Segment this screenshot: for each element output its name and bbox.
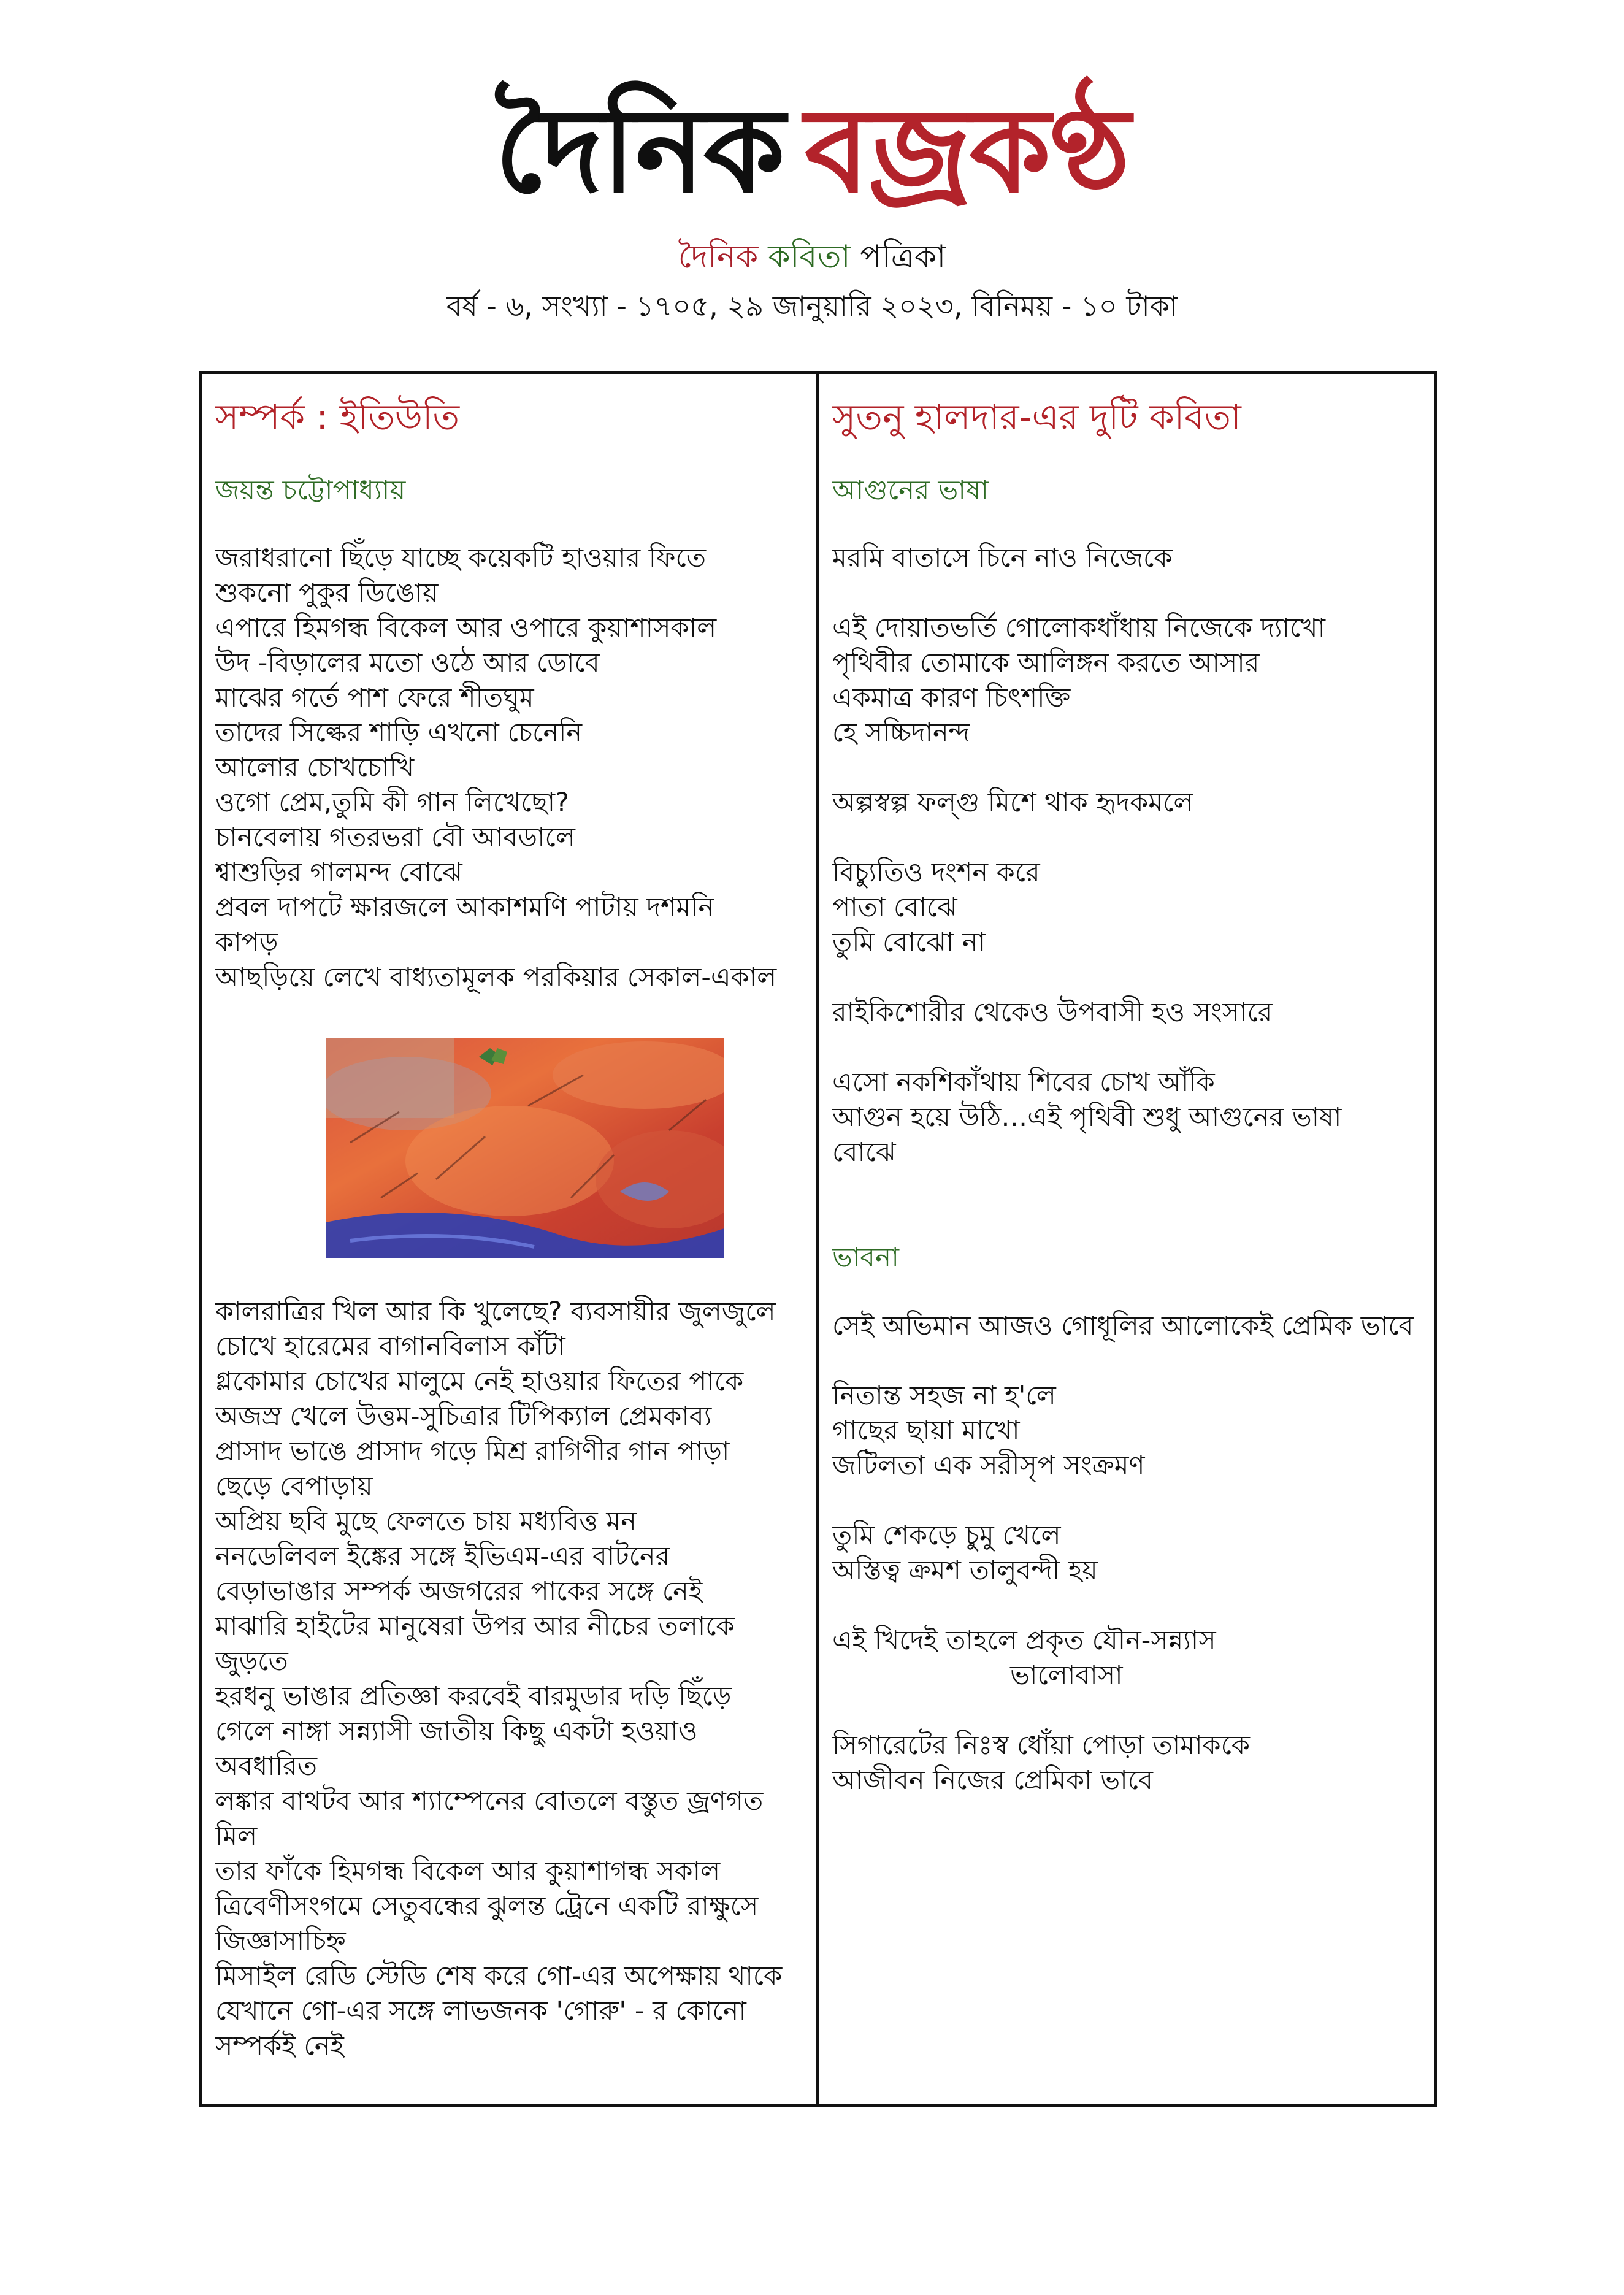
poem-gap [832,1170,1422,1240]
poem-line: অস্তিত্ব ক্রমশ তালুবন্দী হয় [832,1555,1098,1586]
left-author: জয়ন্ত চট্টোপাধ্যায় [215,475,406,507]
stanza-gap [832,1344,1422,1379]
masthead-title-black: দৈনিক [494,82,784,218]
subtitle-word-3: পত্রিকা [860,239,946,275]
poem-line: প্রাসাদ ভাঙে প্রাসাদ গড়ে মিশ্র রাগিণীর গান পাড়া [215,1436,730,1468]
poem-line: গ্লকোমার চোখের মালুমে নেই হাওয়ার ফিতের পাকে [215,1366,744,1398]
stanza-gap [832,1030,1422,1065]
poem-line: বিচ্যুতিও দংশন করে [832,857,1040,889]
stanza-gap [832,1484,1422,1519]
right-column [819,374,1434,2104]
poem-line: মাঝারি হাইটের মানুষেরা উপর আর নীচের তলাকে [215,1611,735,1642]
poem-line: ওগো প্রেম,তুমি কী গান লিখেছো? [215,787,569,819]
poem-line: ননডেলিবল ইঙ্কের সঙ্গে ইভিএম-এর বাটনের [215,1541,670,1573]
poem-line: তুমি শেকড়ে চুমু খেলে [832,1520,1061,1551]
poem-line: তুমি বোঝো না [832,927,986,959]
poem1-body [832,541,1422,1240]
poem-line-indented: ভালোবাসা [1010,1660,1123,1691]
stanza-gap [832,1588,1422,1623]
stanza-gap [832,821,1422,856]
poem-line: পৃথিবীর তোমাকে আলিঙ্গন করতে আসার [832,648,1260,679]
subtitle [0,238,1624,276]
poem1-title: আগুনের ভাষা [832,475,989,507]
poem-line: জরাধরানো ছিঁড়ে যাচ্ছে কয়েকটি হাওয়ার ফিতে [215,543,707,574]
poem-line: জুড়তে [215,1646,288,1677]
poem-line: আজীবন নিজের প্রেমিকা ভাবে [832,1764,1153,1796]
masthead [0,82,1624,218]
poem-line: প্রবল দাপটে ক্ষারজলে আকাশমণি পাটায় দশমনি [215,892,714,924]
poem-line: মরমি বাতাসে চিনে নাও নিজেকে [832,543,1173,574]
poem-line: জটিলতা এক সরীসৃপ সংক্রমণ [832,1450,1145,1481]
poem-line: গেলে নাঙ্গা সন্ন্যাসী জাতীয় কিছু একটা হওয়াও [215,1716,698,1747]
right-section-title: সুতনু হালদার-এর দুটি কবিতা [832,396,1241,438]
poem2-body [832,1309,1422,1798]
poem-line: এপারে হিমগন্ধ বিকেল আর ওপারে কুয়াশাসকাল [215,613,717,644]
poem-line: চানবেলায় গতরভরা বৌ আবডালে [215,822,575,854]
poem-line: এই খিদেই তাহলে প্রকৃত যৌন-সন্ন্যাস [832,1625,1216,1656]
poem-line: উদ -বিড়ালের মতো ওঠে আর ডোবে [215,648,600,679]
stanza-gap [832,576,1422,611]
poem-line: শ্বাশুড়ির গালমন্দ বোঝে [215,857,462,889]
poem-line: বোঝে [832,1137,896,1168]
issue-line: বর্ষ - ৬, সংখ্যা - ১৭০৫, ২৯ জানুয়ারি ২০২৩, বিনিময় - ১০ টাকা [446,289,1178,323]
poem-line: অল্পস্বল্প ফল্গু মিশে থাক হৃদকমলে [832,787,1193,819]
left-section-title: সম্পর্ক : ইতিউতি [215,396,460,438]
poem-line: সিগারেটের নিঃস্ব ধোঁয়া পোড়া তামাককে [832,1730,1250,1761]
poem-line: অপ্রিয় ছবি মুছে ফেলতে চায় মধ্যবিত্ত মন [215,1506,637,1538]
poem-illustration [326,1038,724,1258]
poem-line: পাতা বোঝে [832,892,957,924]
poem2-title: ভাবনা [832,1242,900,1274]
poem-line: ত্রিবেণীসংগমে সেতুবন্ধের ঝুলন্ত ট্রেনে একটি রাক্ষুসে [215,1891,759,1922]
poem-line: আছড়িয়ে লেখে বাধ্যতামূলক পরকিয়ার সেকাল-একাল [215,962,777,994]
masthead-title-red: বজ্রকণ্ঠ [805,82,1130,218]
poem-line: মিসাইল রেডি স্টেডি শেষ করে গো-এর অপেক্ষায় থাকে [215,1961,783,1992]
poem-line: সেই অভিমান আজও গোধূলির আলোকেই প্রেমিক ভাবে [832,1310,1414,1341]
poem-line: হে সচ্চিদানন্দ [832,718,970,749]
poem-line: ছেড়ে বেপাড়ায় [215,1471,373,1503]
poem-line: সম্পর্কই নেই [215,2031,344,2062]
poem-line: রাইকিশোরীর থেকেও উপবাসী হও সংসারে [832,997,1273,1029]
poem-line: হরধনু ভাঙার প্রতিজ্ঞা করবেই বারমুডার দড়ি ছিঁড়ে [215,1681,732,1712]
poem-line: মিল [215,1821,258,1852]
poem-line: গাছের ছায়া মাখো [832,1415,1020,1446]
poem-line: শুকনো পুকুর ডিঙোয় [215,578,439,609]
poem-line: লঙ্কার বাথটব আর শ্যাম্পেনের বোতলে বস্তুত জ্রণগত [215,1786,764,1817]
poem-line: জিজ্ঞাসাচিহ্ন [215,1926,346,1957]
poem-line: কাপড় [215,927,278,959]
poem-line: এই দোয়াতভর্তি গোলোকধাঁধায় নিজেকে দ্যাখো [832,613,1325,644]
subtitle-word-2: কবিতা [768,239,851,275]
left-column [202,374,816,2104]
subtitle-word-1: দৈনিক [678,239,759,275]
poem-line: এসো নকশিকাঁথায় শিবের চোখ আঁকি [832,1067,1215,1098]
poem-line: তাদের সিল্কের শাড়ি এখনো চেনেনি [215,718,583,749]
left-poem-part1 [215,541,804,995]
poem-line: অবধারিত [215,1751,317,1782]
poem-line: আলোর চোখচোখি [215,753,415,784]
poem-line: যেখানে গো-এর সঙ্গে লাভজনক 'গোরু' - র কোনো [215,1996,746,2027]
poem-line: একমাত্র কারণ চিৎশক্তি [832,683,1071,714]
left-poem-part2 [215,1295,804,2064]
poem-line: চোখে হারেমের বাগানবিলাস কাঁটা [215,1331,565,1363]
poem-line: মাঝের গর্তে পাশ ফেরে শীতঘুম [215,683,534,714]
poem-line: তার ফাঁকে হিমগন্ধ বিকেল আর কুয়াশাগন্ধ সকাল [215,1856,721,1887]
stanza-gap [832,1693,1422,1728]
content-table [199,371,1437,2107]
stanza-gap [832,751,1422,786]
poem-line: কালরাত্রির খিল আর কি খুলেছে? ব্যবসায়ীর জুলজুলে [215,1297,776,1328]
poem-line: বেড়াভাঙার সম্পর্ক অজগরের পাকের সঙ্গে নেই [215,1576,703,1607]
stanza-gap [832,960,1422,995]
poem-line: নিতান্ত সহজ না হ'লে [832,1380,1056,1411]
poem-line: অজস্র খেলে উত্তম-সুচিত্রার টিপিক্যাল প্রেমকাব্য [215,1401,712,1433]
poem-line: আগুন হয়ে উঠি…এই পৃথিবী শুধু আগুনের ভাষা [832,1102,1342,1133]
